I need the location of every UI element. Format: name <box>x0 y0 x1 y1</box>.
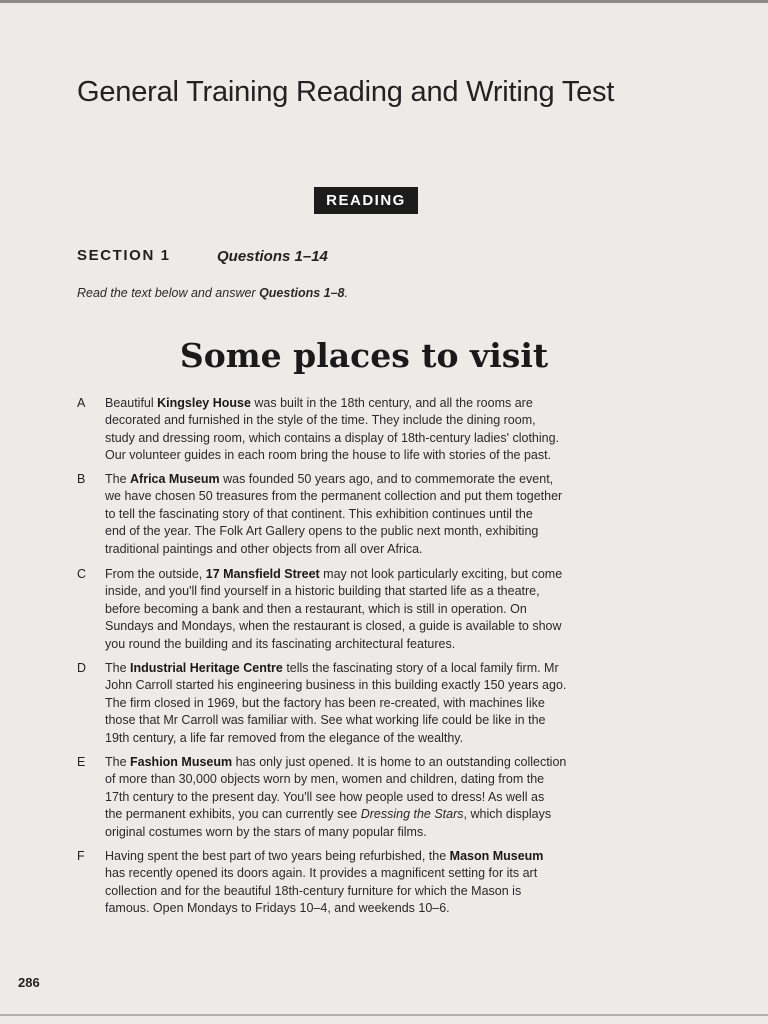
text-segment: has only just opened. It is home to an outstanding collection <box>232 755 567 769</box>
instruction-prefix: Read the text below and answer <box>77 286 260 300</box>
entry-letter: F <box>77 849 85 863</box>
reading-badge: READING <box>314 187 418 214</box>
place-name: 17 Mansfield Street <box>205 567 320 581</box>
text-segment: Beautiful <box>105 396 158 410</box>
entry-letter: B <box>77 472 86 486</box>
entry-text <box>105 395 645 465</box>
entry-line <box>105 447 645 464</box>
place-name: Industrial Heritage Centre <box>130 661 283 675</box>
page-number: 286 <box>18 975 40 990</box>
entry-line <box>105 430 645 447</box>
text-segment: famous. Open Mondays to Fridays 10–4, and weekends 10–6. <box>105 901 450 916</box>
entry-text <box>105 566 645 653</box>
section-heading: SECTION 1 <box>77 247 171 264</box>
text-segment: study and dressing room, which contains a display of 18th-century ladies' clothing. <box>105 430 560 445</box>
text-segment: we have chosen 50 treasures from the permanent collection and put them together <box>105 489 563 504</box>
text-segment: tells the fascinating story of a local family firm. Mr <box>282 661 559 675</box>
place-name: Africa Museum <box>130 472 220 486</box>
entry-line <box>105 865 645 882</box>
entry-line <box>105 506 645 523</box>
questions-range: Questions 1–14 <box>217 248 328 265</box>
text-segment: The <box>105 755 131 769</box>
text-segment: Having spent the best part of two years being refurbished, the <box>105 849 450 863</box>
place-name: Mason Museum <box>449 849 544 863</box>
text-segment: those that Mr Carroll was familiar with. See what working life could be like in the <box>105 713 546 728</box>
text-segment: inside, and you'll find yourself in a historic building that started life as a theatre, <box>105 584 540 599</box>
entry-line <box>105 789 645 806</box>
entry-line <box>105 471 645 488</box>
text-segment: The <box>105 661 131 675</box>
instruction-suffix: . <box>344 286 348 300</box>
text-segment: was founded 50 years ago, and to commemorate the event, <box>219 472 554 486</box>
entry-line <box>105 677 645 694</box>
entry-line <box>105 712 645 729</box>
text-segment: of more than 30,000 objects worn by men, women and children, dating from the <box>105 772 545 787</box>
entry-line <box>105 806 645 823</box>
entry-line <box>105 618 645 635</box>
entry-line <box>105 848 645 865</box>
entry-letter: C <box>77 567 87 581</box>
exhibition-name: Dressing the Stars <box>360 807 464 822</box>
entry-line <box>105 583 645 600</box>
text-segment: 19th century, a life far removed from the elegance of the wealthy. <box>105 730 464 745</box>
entry-line <box>105 566 645 583</box>
entry-line <box>105 488 645 505</box>
entry-line <box>105 660 645 677</box>
entry-line <box>105 730 645 747</box>
text-segment: The <box>105 472 131 486</box>
entry-letter: E <box>77 755 86 769</box>
text-segment: has recently opened its doors again. It provides a magnificent setting for its art <box>105 866 538 881</box>
text-segment: the permanent exhibits, you can currently see <box>105 807 361 822</box>
bottom-rule <box>0 1014 768 1016</box>
passage-title: Some places to visit <box>179 336 549 375</box>
text-segment: before becoming a bank and then a restaurant, which is still in operation. On <box>105 601 527 616</box>
entry-line <box>105 523 645 540</box>
text-segment: The firm closed in 1969, but the factory has been re-created, with machines like <box>105 695 545 710</box>
text-segment: decorated and furnished in the style of the time. They include the dining room, <box>105 413 536 428</box>
entry-line <box>105 824 645 841</box>
text-segment: was built in the 18th century, and all the rooms are <box>250 396 533 410</box>
text-segment: 17th century to the present day. You'll see how people used to dress! As well as <box>105 789 545 804</box>
text-segment: , which displays <box>463 807 552 822</box>
entry-line <box>105 395 645 412</box>
top-rule <box>0 0 768 3</box>
text-segment: end of the year. The Folk Art Gallery opens to the public next month, exhibiting <box>105 524 539 539</box>
entry-line <box>105 900 645 917</box>
text-segment: Sundays and Mondays, when the restaurant is closed, a guide is available to show <box>105 619 562 634</box>
test-title: General Training Reading and Writing Test <box>77 76 615 108</box>
text-segment: traditional paintings and other objects from all over Africa. <box>105 541 423 556</box>
entry-line <box>105 771 645 788</box>
text-segment: From the outside, <box>105 567 206 581</box>
entry-line <box>105 636 645 653</box>
text-segment: may not look particularly exciting, but come <box>319 567 563 581</box>
entry-line <box>105 541 645 558</box>
text-segment: to tell the fascinating story of that continent. This exhibition continues until the <box>105 506 533 521</box>
text-segment: original costumes worn by the stars of many popular films. <box>105 824 427 839</box>
entry-text <box>105 471 645 558</box>
text-segment: you round the building and its fascinating architectural features. <box>105 636 456 651</box>
text-segment: Our volunteer guides in each room bring the house to life with stories of the past. <box>105 448 552 463</box>
text-segment: collection and for the beautiful 18th-century furniture for which the Mason is <box>105 883 522 898</box>
entry-letter: A <box>77 396 86 410</box>
entry-line <box>105 754 645 771</box>
entry-text <box>105 848 645 918</box>
place-name: Fashion Museum <box>130 755 233 769</box>
text-segment: John Carroll started his engineering business in this building exactly 150 years ago. <box>105 678 567 693</box>
entry-text <box>105 754 645 841</box>
entry-line <box>105 695 645 712</box>
entry-letter: D <box>77 661 87 675</box>
entry-text <box>105 660 645 747</box>
entry-line <box>105 412 645 429</box>
entry-line <box>105 601 645 618</box>
instruction-questions: Questions 1–8 <box>259 286 345 300</box>
place-name: Kingsley House <box>157 396 251 410</box>
instruction-text <box>77 286 348 300</box>
entry-line <box>105 883 645 900</box>
